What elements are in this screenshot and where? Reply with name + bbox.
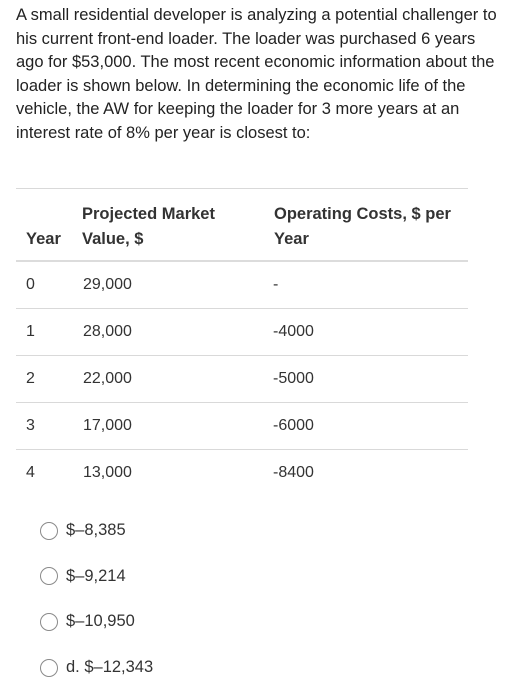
- answer-option-2[interactable]: [40, 554, 153, 600]
- answer-option-label[interactable]: $–9,214: [66, 566, 126, 585]
- answer-option-1[interactable]: [40, 508, 153, 554]
- cell-market-value: 29,000: [83, 276, 132, 293]
- question-text: A small residential developer is analyzing a potential challenger to his current front-end loader. The loader was purchased 6 years ago for $53,000. The most recent economic information about the loader is shown below. In determining the economic life of the vehicle, the AW for keeping the loader for 3 more years at an interest rate of 8% per year is closest to:: [16, 6, 497, 142]
- cell-operating-costs: -4000: [273, 323, 314, 340]
- radio-button[interactable]: [40, 567, 58, 585]
- cell-market-value: 13,000: [83, 464, 132, 481]
- cell-operating-costs: -5000: [273, 370, 314, 387]
- cell-year: 2: [26, 370, 35, 387]
- table-row: [16, 356, 468, 402]
- header-market-value: Projected Market Value, $: [82, 205, 215, 248]
- answer-option-label[interactable]: d. $–12,343: [66, 658, 154, 677]
- cell-year: 4: [26, 464, 35, 481]
- cell-operating-costs: -8400: [273, 464, 314, 481]
- header-year: Year: [26, 230, 61, 248]
- cell-year: 0: [26, 276, 35, 293]
- cell-year: 1: [26, 323, 35, 340]
- cell-market-value: 17,000: [83, 417, 132, 434]
- radio-button[interactable]: [40, 613, 58, 631]
- cell-market-value: 28,000: [83, 323, 132, 340]
- radio-button[interactable]: [40, 522, 58, 540]
- header-operating-costs: Operating Costs, $ per Year: [274, 205, 451, 248]
- answer-option-3[interactable]: [40, 599, 153, 645]
- table-header-row: [16, 189, 468, 260]
- table-row: [16, 403, 468, 449]
- economic-data-table: [16, 188, 468, 496]
- answer-option-4[interactable]: [40, 645, 153, 691]
- table-row: [16, 450, 468, 496]
- cell-market-value: 22,000: [83, 370, 132, 387]
- cell-year: 3: [26, 417, 35, 434]
- answer-option-label[interactable]: $–10,950: [66, 612, 135, 631]
- table-row: [16, 262, 468, 308]
- table-row: [16, 309, 468, 355]
- cell-operating-costs: -: [273, 276, 279, 293]
- answer-options: [40, 508, 153, 690]
- radio-button[interactable]: [40, 659, 58, 677]
- answer-option-label[interactable]: $–8,385: [66, 521, 126, 540]
- cell-operating-costs: -6000: [273, 417, 314, 434]
